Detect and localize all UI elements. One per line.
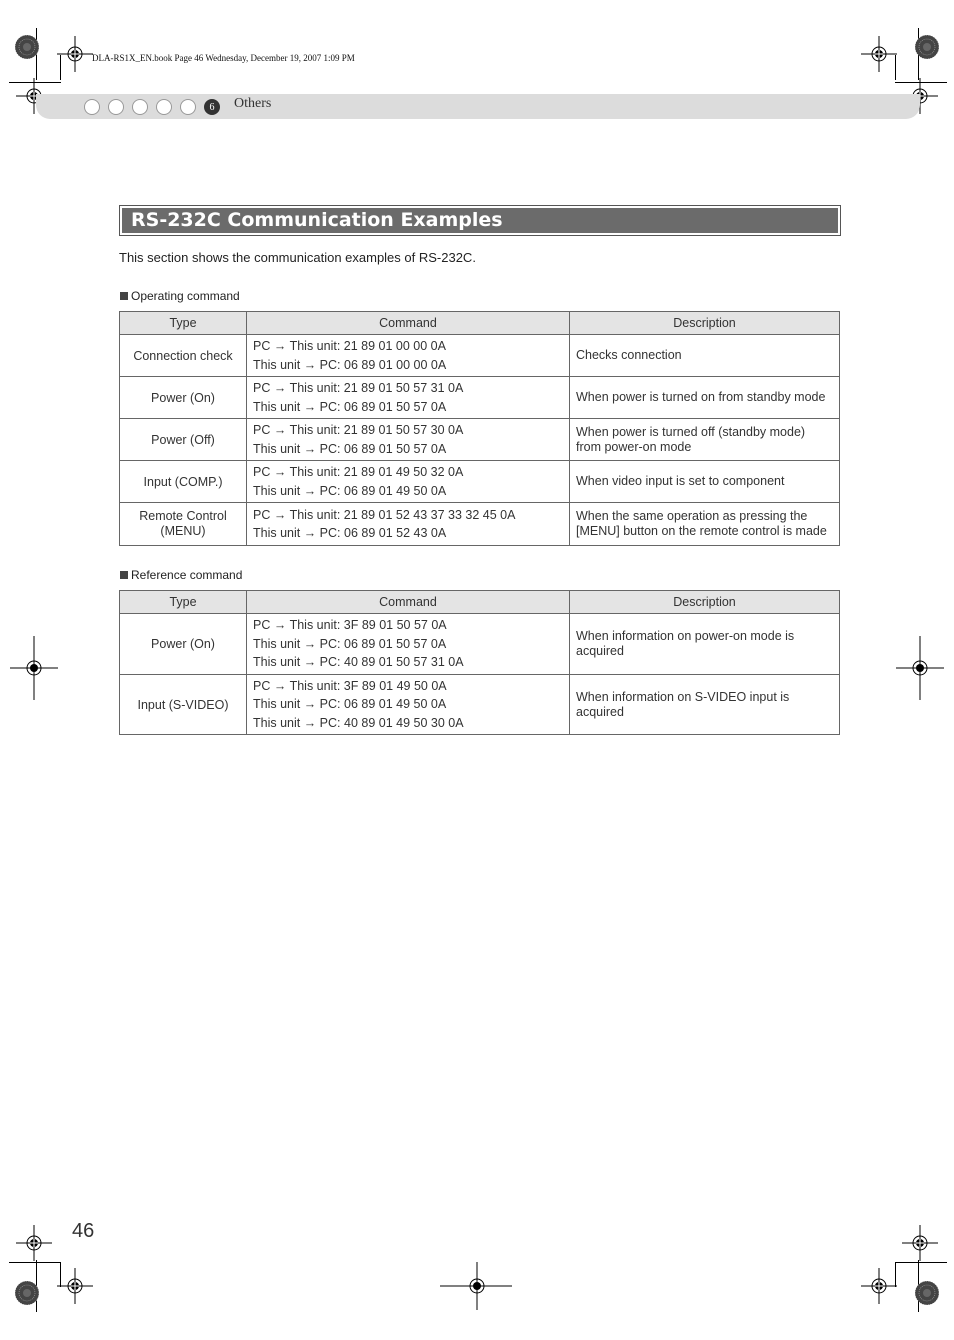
chapter-title: Others (234, 96, 272, 111)
operating-command-label: Operating command (120, 289, 240, 303)
command-cell (247, 335, 570, 377)
column-header-type: Type (120, 591, 247, 614)
command-cell (247, 419, 570, 461)
column-header-command: Command (247, 591, 570, 614)
chapter-dot (156, 99, 172, 115)
column-header-description: Description (570, 591, 840, 614)
command-line: This unit → PC: 06 89 01 50 57 0A (253, 441, 447, 456)
page-title: RS-232C Communication Examples (122, 208, 838, 233)
command-line: This unit → PC: 06 89 01 00 00 0A (253, 357, 447, 372)
chapter-number-badge: 6 (204, 99, 220, 115)
operating-command-table (119, 311, 840, 546)
column-header-command: Command (247, 312, 570, 335)
square-bullet-icon (120, 292, 128, 300)
table-header-row (120, 591, 840, 614)
reference-command-table (119, 590, 840, 735)
table-row (120, 335, 840, 377)
color-wheel-icon (915, 35, 939, 59)
type-cell: Power (On) (120, 614, 247, 675)
command-line: This unit → PC: 06 89 01 52 43 0A (253, 526, 447, 540)
table-row (120, 419, 840, 461)
color-wheel-icon (15, 1281, 39, 1305)
registration-mark-icon (861, 36, 897, 72)
table-row (120, 503, 840, 546)
page-number: 46 (72, 1220, 95, 1242)
command-line: PC → This unit: 21 89 01 00 00 0A (253, 339, 446, 353)
reference-command-label: Reference command (120, 568, 242, 582)
command-line: PC → This unit: 3F 89 01 49 50 0A (253, 678, 447, 693)
color-wheel-icon (15, 35, 39, 59)
table-row (120, 461, 840, 503)
chapter-dot (84, 99, 100, 115)
command-line: This unit → PC: 40 89 01 49 50 30 0A (253, 715, 464, 730)
column-header-description: Description (570, 312, 840, 335)
type-cell: Input (S-VIDEO) (120, 675, 247, 735)
command-line: This unit → PC: 06 89 01 50 57 0A (253, 636, 447, 651)
registration-mark-icon (861, 1268, 897, 1304)
chapter-dot (180, 99, 196, 115)
description-cell: When power is turned off (standby mode) from power-on mode (570, 419, 840, 461)
description-cell: When the same operation as pressing the [MENU] button on the remote control is made (570, 503, 840, 546)
command-cell (247, 675, 570, 735)
command-line: This unit → PC: 06 89 01 49 50 0A (253, 483, 447, 498)
column-header-type: Type (120, 312, 247, 335)
command-cell (247, 614, 570, 675)
description-cell: Checks connection (570, 335, 840, 377)
table-row (120, 614, 840, 675)
command-line: PC → This unit: 21 89 01 50 57 31 0A (253, 381, 464, 395)
type-cell: Power (On) (120, 377, 247, 419)
table-row (120, 377, 840, 419)
command-line: This unit → PC: 06 89 01 49 50 0A (253, 697, 447, 712)
command-cell (247, 461, 570, 503)
table-header-row (120, 312, 840, 335)
square-bullet-icon (120, 571, 128, 579)
book-info: DLA-RS1X_EN.book Page 46 Wednesday, December 19, 2007 1:09 PM (92, 53, 355, 63)
command-line: PC → This unit: 21 89 01 49 50 32 0A (253, 465, 464, 479)
chapter-dot (108, 99, 124, 115)
type-cell: Remote Control (MENU) (120, 503, 247, 546)
description-cell: When power is turned on from standby mode (570, 377, 840, 419)
intro-text: This section shows the communication examples of RS-232C. (119, 250, 476, 265)
command-line: PC → This unit: 21 89 01 50 57 30 0A (253, 423, 464, 437)
type-cell: Power (Off) (120, 419, 247, 461)
type-cell: Input (COMP.) (120, 461, 247, 503)
type-cell: Connection check (120, 335, 247, 377)
command-cell (247, 503, 570, 546)
chapter-dot (132, 99, 148, 115)
registration-mark-icon (57, 1268, 93, 1304)
page-title-box (119, 205, 841, 236)
command-line: PC → This unit: 21 89 01 52 43 37 33 32 45 0A (253, 507, 516, 522)
description-cell: When information on power-on mode is acquired (570, 614, 840, 675)
registration-mark-icon (902, 1225, 938, 1261)
description-cell: When video input is set to component (570, 461, 840, 503)
command-line: This unit → PC: 06 89 01 50 57 0A (253, 399, 447, 414)
color-wheel-icon (915, 1281, 939, 1305)
table-row (120, 675, 840, 735)
registration-mark-icon (57, 36, 93, 72)
command-cell (247, 377, 570, 419)
description-cell: When information on S-VIDEO input is acquired (570, 675, 840, 735)
registration-mark-icon (16, 1225, 52, 1261)
command-line: This unit → PC: 40 89 01 50 57 31 0A (253, 655, 464, 670)
chapter-progress (84, 97, 228, 117)
command-line: PC → This unit: 3F 89 01 50 57 0A (253, 618, 447, 633)
